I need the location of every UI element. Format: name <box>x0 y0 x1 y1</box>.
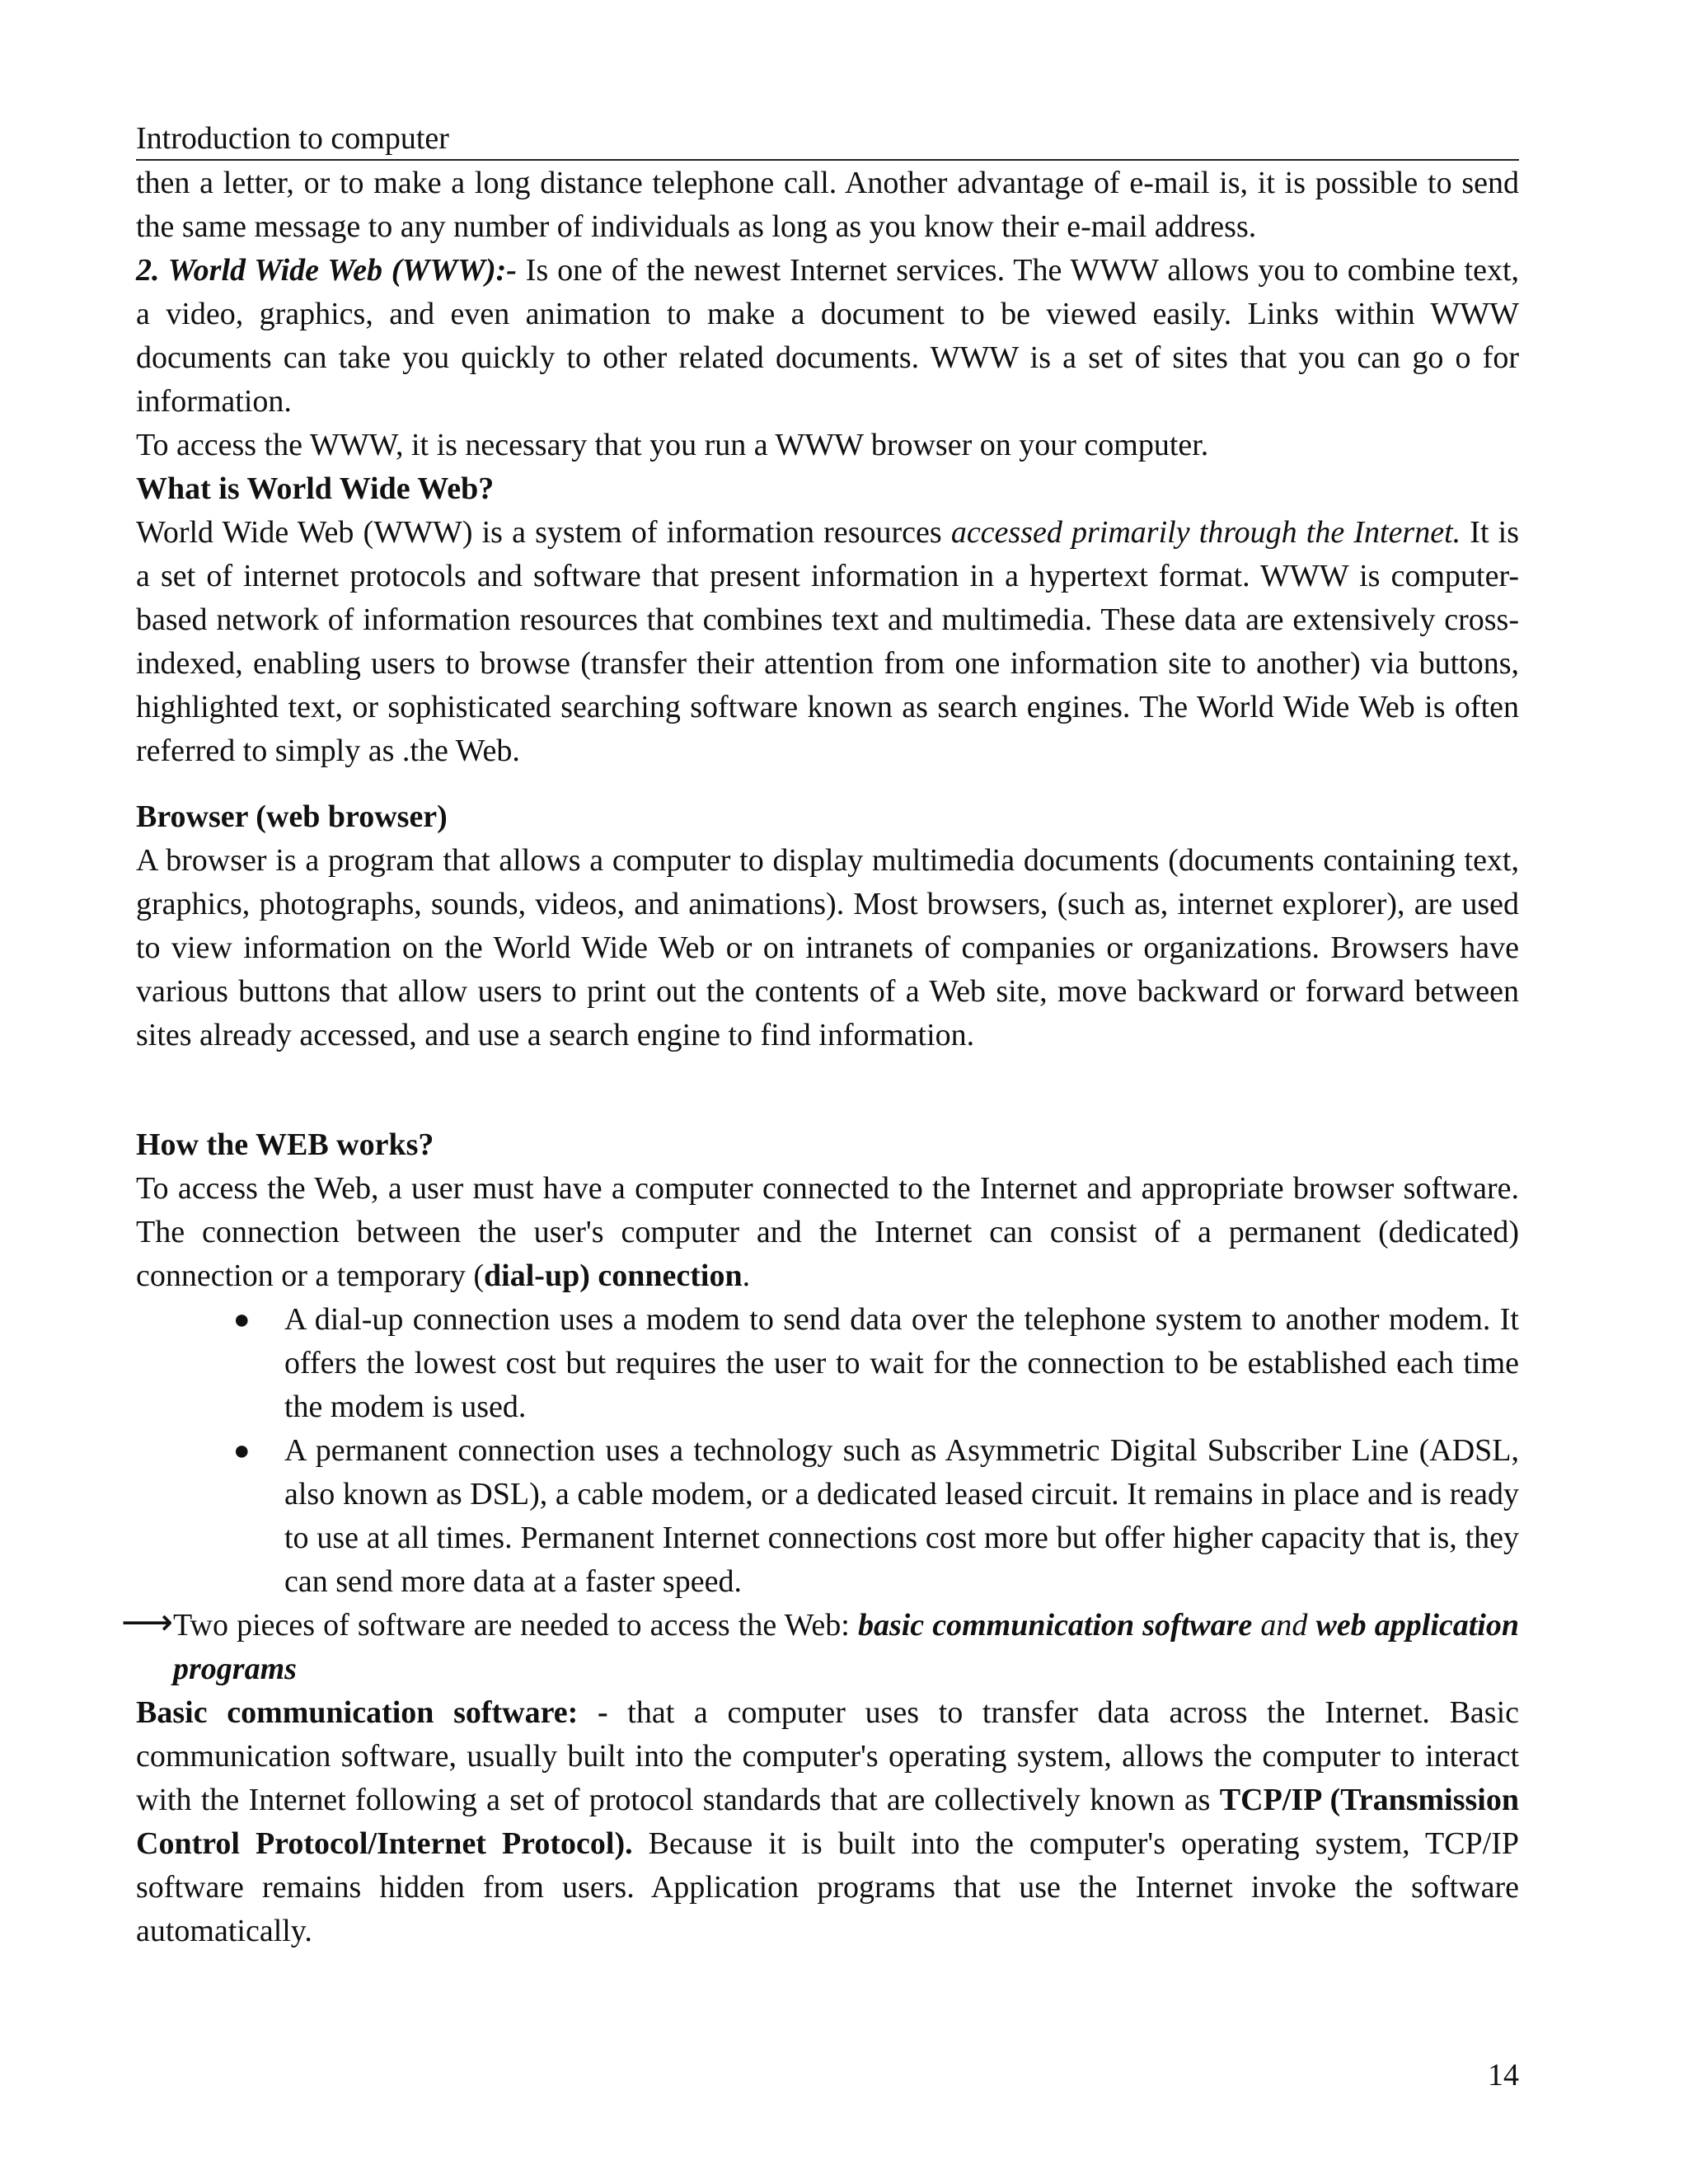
spacer <box>136 1057 1519 1123</box>
basic-comm-label: Basic communication software: - <box>136 1695 608 1730</box>
how-web-works-paragraph <box>136 1167 1519 1298</box>
list-item <box>233 1298 1519 1429</box>
list-item <box>233 1429 1519 1604</box>
arrow-italic-and: and <box>1252 1608 1316 1643</box>
arrow-right-icon: ⟶ <box>121 1601 174 1643</box>
what-is-www-text-after: It is a set of internet protocols and software that present information in a hypertext format. WWW is computer-based network of information resources that combines text and multimedia. These data are extensively cross-indexed, enabling users to browse (transfer their attention from one information site to another) via buttons, highlighted text, or sophisticated searching software known as search engines. The World Wide Web is often referred to simply as .the Web. <box>136 515 1520 768</box>
browser-heading: Browser (web browser) <box>136 799 448 834</box>
what-is-www-text-before: World Wide Web (WWW) is a system of information resources <box>136 515 951 550</box>
how-web-works-text-before: To access the Web, a user must have a computer connected to the Internet and appropriate browser software. The connection between the user's computer and the Internet can consist of a permanent (dedicated) connection or a temporary ( <box>136 1171 1519 1293</box>
how-web-works-heading: How the WEB works? <box>136 1127 434 1162</box>
browser-paragraph: A browser is a program that allows a computer to display multimedia documents (documents containing text, graphics, photographs, sounds, videos, and animations). Most browsers, (such as, internet explorer), are used to view information on the World Wide Web or on intranets of companies or organizations. Browsers have various buttons that allow users to print out the contents of a Web site, move backward or forward between sites already accessed, and use a search engine to find information. <box>136 843 1519 1052</box>
arrow-text-before: Two pieces of software are needed to access the Web: <box>173 1608 858 1643</box>
page-content <box>121 162 1520 1953</box>
connection-bullet-list <box>136 1298 1519 1604</box>
www-access-line: To access the WWW, it is necessary that you run a WWW browser on your computer. <box>136 428 1209 462</box>
www-paragraph <box>136 249 1519 424</box>
www-item-label: 2. World Wide Web (WWW):- <box>136 253 517 288</box>
arrow-bold-italic-1: basic communication software <box>857 1608 1253 1643</box>
basic-comm-text-after: Because it is built into the computer's operating system, TCP/IP software remains hidden from users. Application programs that use the Internet invoke the software automatically. <box>136 1826 1519 1948</box>
how-web-works-text-after: . <box>742 1258 751 1293</box>
software-needed-paragraph <box>121 1601 1519 1691</box>
basic-comm-text-bold: TCP/IP (Transmission Control Protocol/Internet Protocol). <box>136 1783 1519 1861</box>
basic-comm-paragraph <box>136 1691 1519 1953</box>
intro-paragraph: then a letter, or to make a long distance telephone call. Another advantage of e-mail is, it is possible to send the same message to any number of individuals as long as you know their e-mail address. <box>136 166 1519 244</box>
running-header: Introduction to computer <box>136 120 1519 161</box>
list-item-text: A dial-up connection uses a modem to send data over the telephone system to another modem. It offers the lowest cost but requires the user to wait for the connection to be established each time the modem is used. <box>284 1302 1519 1424</box>
how-web-works-text-bold: dial-up) connection <box>484 1258 743 1293</box>
spacer <box>136 773 1519 795</box>
www-item-text: Is one of the newest Internet services. The WWW allows you to combine text, a video, graphics, and even animation to make a document to be viewed easily. Links within WWW documents can take you quickly to other related documents. WWW is a set of sites that you can go o for information. <box>136 253 1519 419</box>
arrow-bold-italic-2: web application programs <box>173 1608 1519 1686</box>
basic-comm-text-before: that a computer uses to transfer data across the Internet. Basic communication software, usually built into the computer's operating system, allows the computer to interact with the Internet following a set of protocol standards that are collectively known as <box>136 1695 1519 1817</box>
what-is-www-heading: What is World Wide Web? <box>136 471 495 506</box>
bullet-icon: ● <box>233 1436 251 1466</box>
what-is-www-paragraph <box>136 511 1519 773</box>
what-is-www-text-italic: accessed primarily through the Internet. <box>950 515 1461 550</box>
page-number: 14 <box>1488 2058 1519 2093</box>
bullet-icon: ● <box>233 1305 251 1335</box>
list-item-text: A permanent connection uses a technology such as Asymmetric Digital Subscriber Line (ADSL, also known as DSL), a cable modem, or a dedicated leased circuit. It remains in place and is ready to use at all times. Permanent Internet connections cost more but offer higher capacity that is, they can send more data at a faster speed. <box>284 1433 1519 1599</box>
